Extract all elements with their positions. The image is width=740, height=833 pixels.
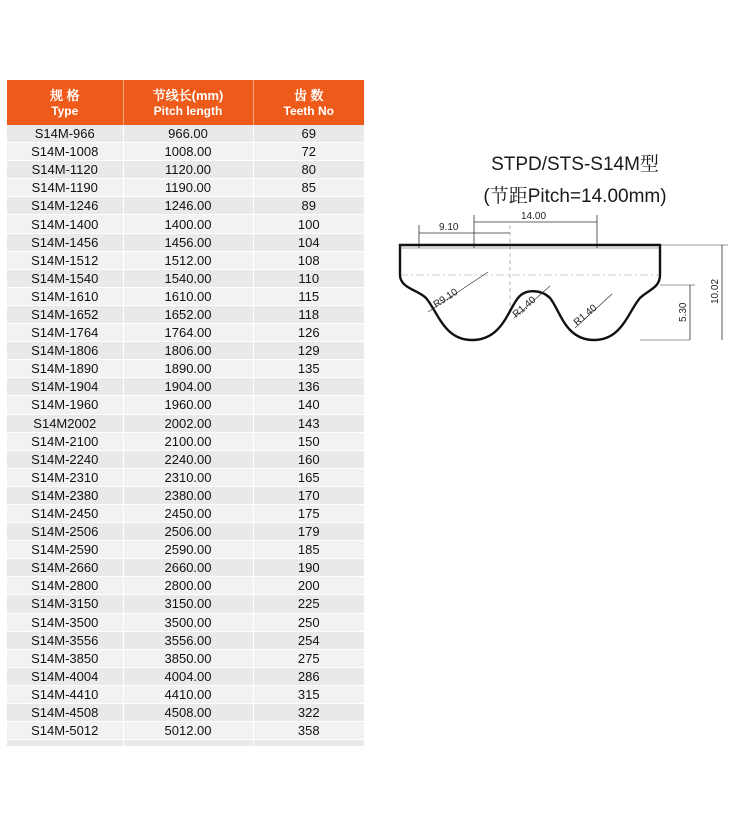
cell-teeth-no: 126 [253, 324, 364, 342]
cell-pitch-length: 3500.00 [123, 613, 253, 631]
cell-teeth-no: 115 [253, 287, 364, 305]
spec-table [7, 80, 364, 747]
table-row [7, 486, 364, 504]
empty-cell [7, 740, 123, 747]
cell-type: S14M-3500 [7, 613, 123, 631]
cell-pitch-length: 1008.00 [123, 143, 253, 161]
cell-pitch-length: 1960.00 [123, 396, 253, 414]
cell-type: S14M2002 [7, 414, 123, 432]
cell-type: S14M-1512 [7, 251, 123, 269]
cell-pitch-length: 2002.00 [123, 414, 253, 432]
cell-pitch-length: 2100.00 [123, 432, 253, 450]
cell-pitch-length: 2506.00 [123, 523, 253, 541]
cell-type: S14M-1610 [7, 287, 123, 305]
cell-pitch-length: 5012.00 [123, 722, 253, 740]
table-row [7, 577, 364, 595]
cell-teeth-no: 315 [253, 685, 364, 703]
cell-teeth-no: 140 [253, 396, 364, 414]
table-row [7, 269, 364, 287]
header-type: 规 格 Type [7, 80, 123, 125]
cell-teeth-no: 108 [253, 251, 364, 269]
table-row [7, 559, 364, 577]
cell-type: S14M-1806 [7, 342, 123, 360]
tooth-profile-diagram [390, 200, 735, 360]
cell-teeth-no: 136 [253, 378, 364, 396]
cell-pitch-length: 2310.00 [123, 468, 253, 486]
cell-teeth-no: 175 [253, 504, 364, 522]
cell-teeth-no: 200 [253, 577, 364, 595]
cell-type: S14M-3556 [7, 631, 123, 649]
table-row [7, 432, 364, 450]
cell-teeth-no: 150 [253, 432, 364, 450]
table-row [7, 541, 364, 559]
table-row [7, 287, 364, 305]
cell-type: S14M-1246 [7, 197, 123, 215]
table-row [7, 450, 364, 468]
belt-profile-outline [400, 245, 660, 340]
cell-type: S14M-1652 [7, 305, 123, 323]
profile-title: STPD/STS-S14M型 [491, 154, 659, 175]
cell-type: S14M-4508 [7, 704, 123, 722]
cell-type: S14M-2310 [7, 468, 123, 486]
table-row [7, 396, 364, 414]
cell-type: S14M-2660 [7, 559, 123, 577]
cell-pitch-length: 4004.00 [123, 667, 253, 685]
dim-text-r9-10: R9.10 [431, 286, 461, 311]
dim-text-r1-40-b: R1.40 [571, 302, 600, 329]
cell-type: S14M-2100 [7, 432, 123, 450]
cell-teeth-no: 135 [253, 360, 364, 378]
table-row [7, 649, 364, 667]
table-row [7, 342, 364, 360]
cell-type: S14M-1456 [7, 233, 123, 251]
cell-teeth-no: 165 [253, 468, 364, 486]
dim-text-14-00: 14.00 [521, 211, 547, 222]
cell-teeth-no: 89 [253, 197, 364, 215]
table-row [7, 722, 364, 740]
cell-type: S14M-1190 [7, 179, 123, 197]
cell-type: S14M-3150 [7, 595, 123, 613]
cell-type: S14M-1904 [7, 378, 123, 396]
table-row [7, 631, 364, 649]
cell-type: S14M-1764 [7, 324, 123, 342]
cell-type: S14M-5012 [7, 722, 123, 740]
cell-type: S14M-3850 [7, 649, 123, 667]
table-row [7, 179, 364, 197]
cell-teeth-no: 80 [253, 161, 364, 179]
cell-type: S14M-1400 [7, 215, 123, 233]
cell-pitch-length: 1540.00 [123, 269, 253, 287]
cell-teeth-no: 143 [253, 414, 364, 432]
table-row [7, 378, 364, 396]
cell-pitch-length: 2800.00 [123, 577, 253, 595]
cell-teeth-no: 254 [253, 631, 364, 649]
cell-pitch-length: 1652.00 [123, 305, 253, 323]
cell-pitch-length: 1512.00 [123, 251, 253, 269]
cell-pitch-length: 966.00 [123, 125, 253, 143]
table-row [7, 233, 364, 251]
cell-teeth-no: 100 [253, 215, 364, 233]
table-row [7, 143, 364, 161]
cell-teeth-no: 129 [253, 342, 364, 360]
cell-pitch-length: 2660.00 [123, 559, 253, 577]
table-row [7, 305, 364, 323]
cell-type: S14M-1960 [7, 396, 123, 414]
cell-pitch-length: 1904.00 [123, 378, 253, 396]
cell-teeth-no: 118 [253, 305, 364, 323]
header-pitch-length: 节线长(mm) Pitch length [123, 80, 253, 125]
cell-teeth-no: 72 [253, 143, 364, 161]
cell-teeth-no: 250 [253, 613, 364, 631]
cell-teeth-no: 160 [253, 450, 364, 468]
cell-teeth-no: 225 [253, 595, 364, 613]
cell-type: S14M-1120 [7, 161, 123, 179]
dim-text-5-30: 5.30 [678, 302, 689, 322]
table-row [7, 595, 364, 613]
cell-pitch-length: 3556.00 [123, 631, 253, 649]
cell-pitch-length: 2590.00 [123, 541, 253, 559]
cell-pitch-length: 1120.00 [123, 161, 253, 179]
table-row [7, 215, 364, 233]
cell-pitch-length: 1764.00 [123, 324, 253, 342]
table-row [7, 504, 364, 522]
cell-teeth-no: 179 [253, 523, 364, 541]
cell-teeth-no: 190 [253, 559, 364, 577]
cell-type: S14M-4410 [7, 685, 123, 703]
cell-teeth-no: 275 [253, 649, 364, 667]
cell-type: S14M-2380 [7, 486, 123, 504]
cell-type: S14M-2450 [7, 504, 123, 522]
cell-pitch-length: 2380.00 [123, 486, 253, 504]
dim-text-r1-40-a: R1.40 [510, 294, 539, 321]
cell-type: S14M-1008 [7, 143, 123, 161]
cell-type: S14M-4004 [7, 667, 123, 685]
cell-teeth-no: 322 [253, 704, 364, 722]
empty-cell [253, 740, 364, 747]
cell-pitch-length: 1806.00 [123, 342, 253, 360]
cell-teeth-no: 286 [253, 667, 364, 685]
cell-type: S14M-2240 [7, 450, 123, 468]
empty-cell [123, 740, 253, 747]
cell-pitch-length: 1246.00 [123, 197, 253, 215]
cell-type: S14M-2800 [7, 577, 123, 595]
table-row-empty [7, 740, 364, 747]
dim-text-10-02: 10.02 [710, 278, 721, 304]
profile-subtitle: (节距Pitch=14.00mm) [483, 186, 667, 207]
cell-pitch-length: 1890.00 [123, 360, 253, 378]
cell-teeth-no: 85 [253, 179, 364, 197]
table-row [7, 125, 364, 143]
table-row [7, 523, 364, 541]
cell-type: S14M-2590 [7, 541, 123, 559]
table-row [7, 704, 364, 722]
table-row [7, 324, 364, 342]
cell-pitch-length: 3150.00 [123, 595, 253, 613]
table-row [7, 414, 364, 432]
table-row [7, 468, 364, 486]
cell-pitch-length: 1190.00 [123, 179, 253, 197]
cell-pitch-length: 1456.00 [123, 233, 253, 251]
table-row [7, 613, 364, 631]
table-row [7, 685, 364, 703]
cell-pitch-length: 4410.00 [123, 685, 253, 703]
header-teeth-no: 齿 数 Teeth No [253, 80, 364, 125]
cell-teeth-no: 185 [253, 541, 364, 559]
table-row [7, 161, 364, 179]
cell-pitch-length: 3850.00 [123, 649, 253, 667]
cell-pitch-length: 2240.00 [123, 450, 253, 468]
table-row [7, 197, 364, 215]
dim-text-9-10: 9.10 [439, 222, 459, 233]
cell-type: S14M-966 [7, 125, 123, 143]
cell-teeth-no: 110 [253, 269, 364, 287]
cell-teeth-no: 358 [253, 722, 364, 740]
cell-pitch-length: 2450.00 [123, 504, 253, 522]
cell-pitch-length: 1610.00 [123, 287, 253, 305]
cell-type: S14M-2506 [7, 523, 123, 541]
cell-type: S14M-1540 [7, 269, 123, 287]
cell-teeth-no: 104 [253, 233, 364, 251]
table-row [7, 360, 364, 378]
table-body [7, 125, 364, 747]
table-row [7, 251, 364, 269]
table-row [7, 667, 364, 685]
table-header-row [7, 80, 364, 125]
cell-type: S14M-1890 [7, 360, 123, 378]
cell-teeth-no: 170 [253, 486, 364, 504]
cell-pitch-length: 1400.00 [123, 215, 253, 233]
cell-pitch-length: 4508.00 [123, 704, 253, 722]
cell-teeth-no: 69 [253, 125, 364, 143]
